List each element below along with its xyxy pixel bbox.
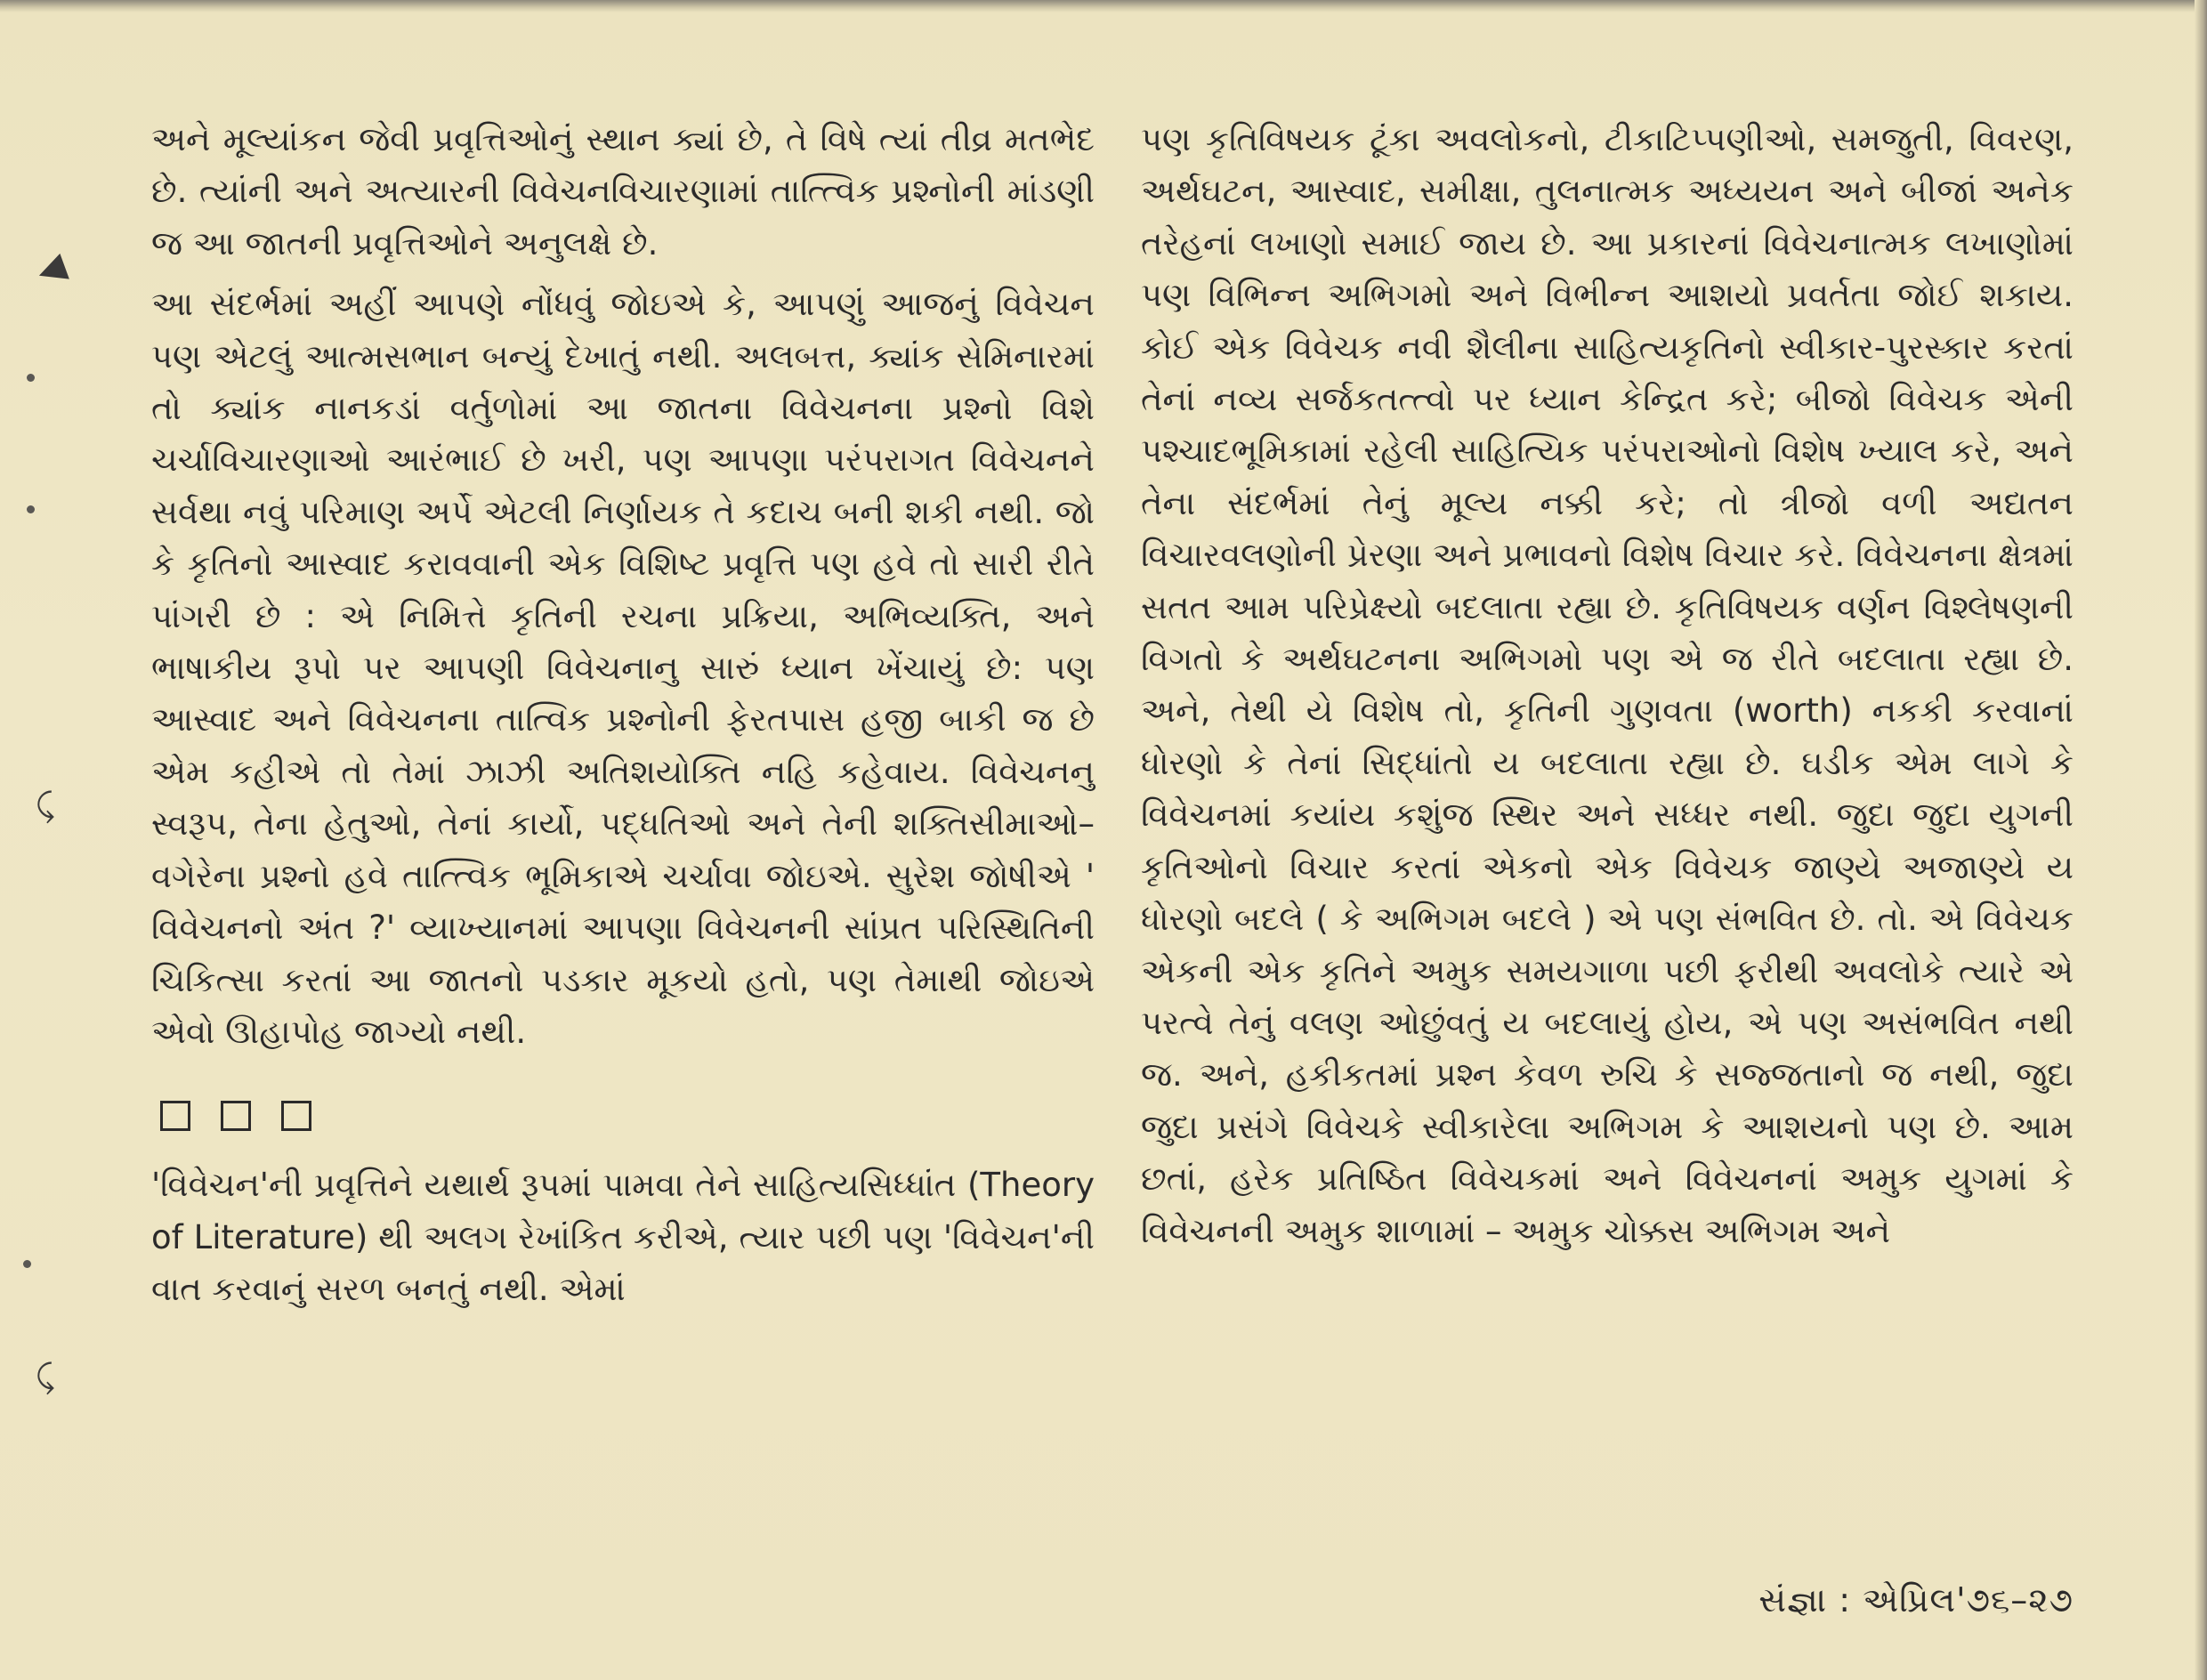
- section-break-box: [281, 1101, 311, 1131]
- margin-mark-1: ◀: [31, 245, 71, 293]
- page-right-edge: [2195, 0, 2207, 1680]
- left-paragraph-2: આ સંદર્ભમાં અહીં આપણે નોંધવું જોઇએ કે, આપણું આજનું વિવેચન પણ એટલું આત્મસભાન બન્યું દેખાતું નથી. અલબત્ત, ક્યાંક સેમિનારમાં તો ક્યાંક નાનકડાં વર્તુળોમાં આ જાતના વિવેચનના પ્રશ્નો વિશે ચર્ચાવિચારણાઓ આરંભાઈ છે ખરી, પણ આપણા પરંપરાગત વિવેચનને સર્વથા નવું પરિમાણ અર્પે એટલી નિર્ણાયક તે કદાચ બની શકી નથી. જો કે કૃતિનો આસ્વાદ કરાવવાની એક વિશિષ્ટ પ્રવૃત્તિ પણ હવે તો સારી રીતે પાંગરી છે : એ નિમિત્તે કૃતિની રચના પ્રક્રિયા, અભિવ્યક્તિ, અને ભાષાકીય રૂપો પર આપણી વિવેચનાનુ સારું ધ્યાન ખેંચાયું છે: પણ આસ્વાદ અને વિવેચનના તાત્વિક પ્રશ્નોની ફેરતપાસ હજી બાકી જ છે એમ કહીએ તો તેમાં ઝાઝી અતિશયોક્તિ નહિ કહેવાય. વિવેચનનુ સ્વરૂપ, તેના હેતુઓ, તેનાં કાર્યો, પદ્ધતિઓ અને તેની શક્તિસીમાઓ–વગેરેના પ્રશ્નો હવે તાત્ત્વિક ભૂમિકાએ ચર્ચાવા જોઇએ. સુરેશ જોષીએ ' વિવેચનનો અંત ?' વ્યાખ્યાનમાં આપણા વિવેચનની સાંપ્રત પરિસ્થિતિની ચિકિત્સા કરતાં આ જાતનો પડકાર મૂકયો હતો, પણ તેમાથી જોઇએ એવો ઊહાપોહ જાગ્યો નથી.: [151, 285, 1095, 1051]
- right-column: [1141, 114, 2074, 1257]
- margin-dot-1: [27, 374, 35, 382]
- margin-dot-3: [23, 1260, 31, 1268]
- section-break-box: [221, 1101, 251, 1131]
- left-paragraph-3: 'વિવેચન'ની પ્રવૃત્તિને યથાર્થ રૂપમાં પામવા તેને સાહિત્યસિધ્ધાંત (Theory of Literature) થી અલગ રેખાંકિત કરીએ, ત્યાર પછી પણ 'વિવેચન'ની વાત કરવાનું સરળ બનતું નથી. એમાં: [151, 1166, 1095, 1309]
- left-column: [151, 114, 1095, 1316]
- right-paragraph: પણ કૃતિવિષયક ટૂંકા અવલોકનો, ટીકાટિપ્પણીઓ, સમજુતી, વિવરણ, અર્થઘટન, આસ્વાદ, સમીક્ષા, તુલનાત્મક અધ્યયન અને બીજાં અનેક તરેહનાં લખાણો સમાઈ જાય છે. આ પ્રકારનાં વિવેચનાત્મક લખાણોમાં પણ વિભિન્ન અભિગમો અને વિભીન્ન આશયો પ્રવર્તતા જોઈ શકાય. કોઈ એક વિવેચક નવી શૈલીના સાહિત્યકૃતિનો સ્વીકાર-પુરસ્કાર કરતાં તેનાં નવ્ય સર્જકતત્ત્વો પર ધ્યાન કેન્દ્રિત કરે; બીજો વિવેચક એની પશ્ચાદભૂમિકામાં રહેલી સાહિત્યિક પરંપરાઓનો વિશેષ ખ્યાલ કરે, અને તેના સંદર્ભમાં તેનું મૂલ્ય નક્કી કરે; તો ત્રીજો વળી અદ્યતન વિચારવલણોની પ્રેરણા અને પ્રભાવનો વિશેષ વિચાર કરે. વિવેચનના ક્ષેત્રમાં સતત આમ પરિપ્રેક્ષ્યો બદલાતા રહ્યા છે. કૃતિવિષયક વર્ણન વિશ્લેષણની વિગતો કે અર્થઘટનના અભિગમો પણ એ જ રીતે બદલાતા રહ્યા છે. અને, તેથી યે વિશેષ તો, કૃતિની ગુણવતા (worth) નકકી કરવાનાં ધોરણો કે તેનાં સિદ્ધાંતો ય બદલાતા રહ્યા છે. ઘડીક એમ લાગે કે વિવેચનમાં કયાંય કશુંજ સ્થિર અને સધ્ધર નથી. જુદા જુદા યુગની કૃતિઓનો વિચાર કરતાં એકનો એક વિવેચક જાણ્યે અજાણ્યે ય ધોરણો બદલે ( કે અભિગમ બદલે ) એ પણ સંભવિત છે. તો. એ વિવેચક એકની એક કૃતિને અમુક સમયગાળા પછી ફરીથી અવલોકે ત્યારે એ પરત્વે તેનું વલણ ઓછુંવતું ય બદલાયું હોય, એ પણ અસંભવિત નથી જ. અને, હકીકતમાં પ્રશ્ન કેવળ રુચિ કે સજ્જતાનો જ નથી, જુદા જુદા પ્રસંગે વિવેચકે સ્વીકારેલા અભિગમ કે આશયનો પણ છે. આમ છતાં, હરેક પ્રતિષ્ઠિત વિવેચકમાં અને વિવેચનનાં અમુક યુગમાં કે વિવેચનની અમુક શાળામાં – અમુક ચોક્કસ અભિગમ અને: [1141, 120, 2074, 1250]
- margin-mark-2: ⤹: [36, 788, 55, 824]
- section-break-box: [160, 1101, 190, 1131]
- page-top-edge: [0, 0, 2207, 12]
- section-break: [160, 1101, 1095, 1140]
- page-footer: સંજ્ઞા : એપ્રિલ'૭૬–૨૭: [1758, 1580, 2074, 1619]
- left-paragraph-1: અને મૂલ્યાંકન જેવી પ્રવૃત્તિઓનું સ્થાન ક્યાં છે, તે વિષે ત્યાં તીવ્ર મતભેદ છે. ત્યાંની અને અત્યારની વિવેચનવિચારણામાં તાત્ત્વિક પ્રશ્નોની માંડણી જ આ જાતની પ્રવૃત્તિઓને અનુલક્ષે છે.: [151, 120, 1095, 262]
- margin-dot-2: [27, 505, 35, 513]
- margin-mark-3: ⤹: [36, 1359, 55, 1395]
